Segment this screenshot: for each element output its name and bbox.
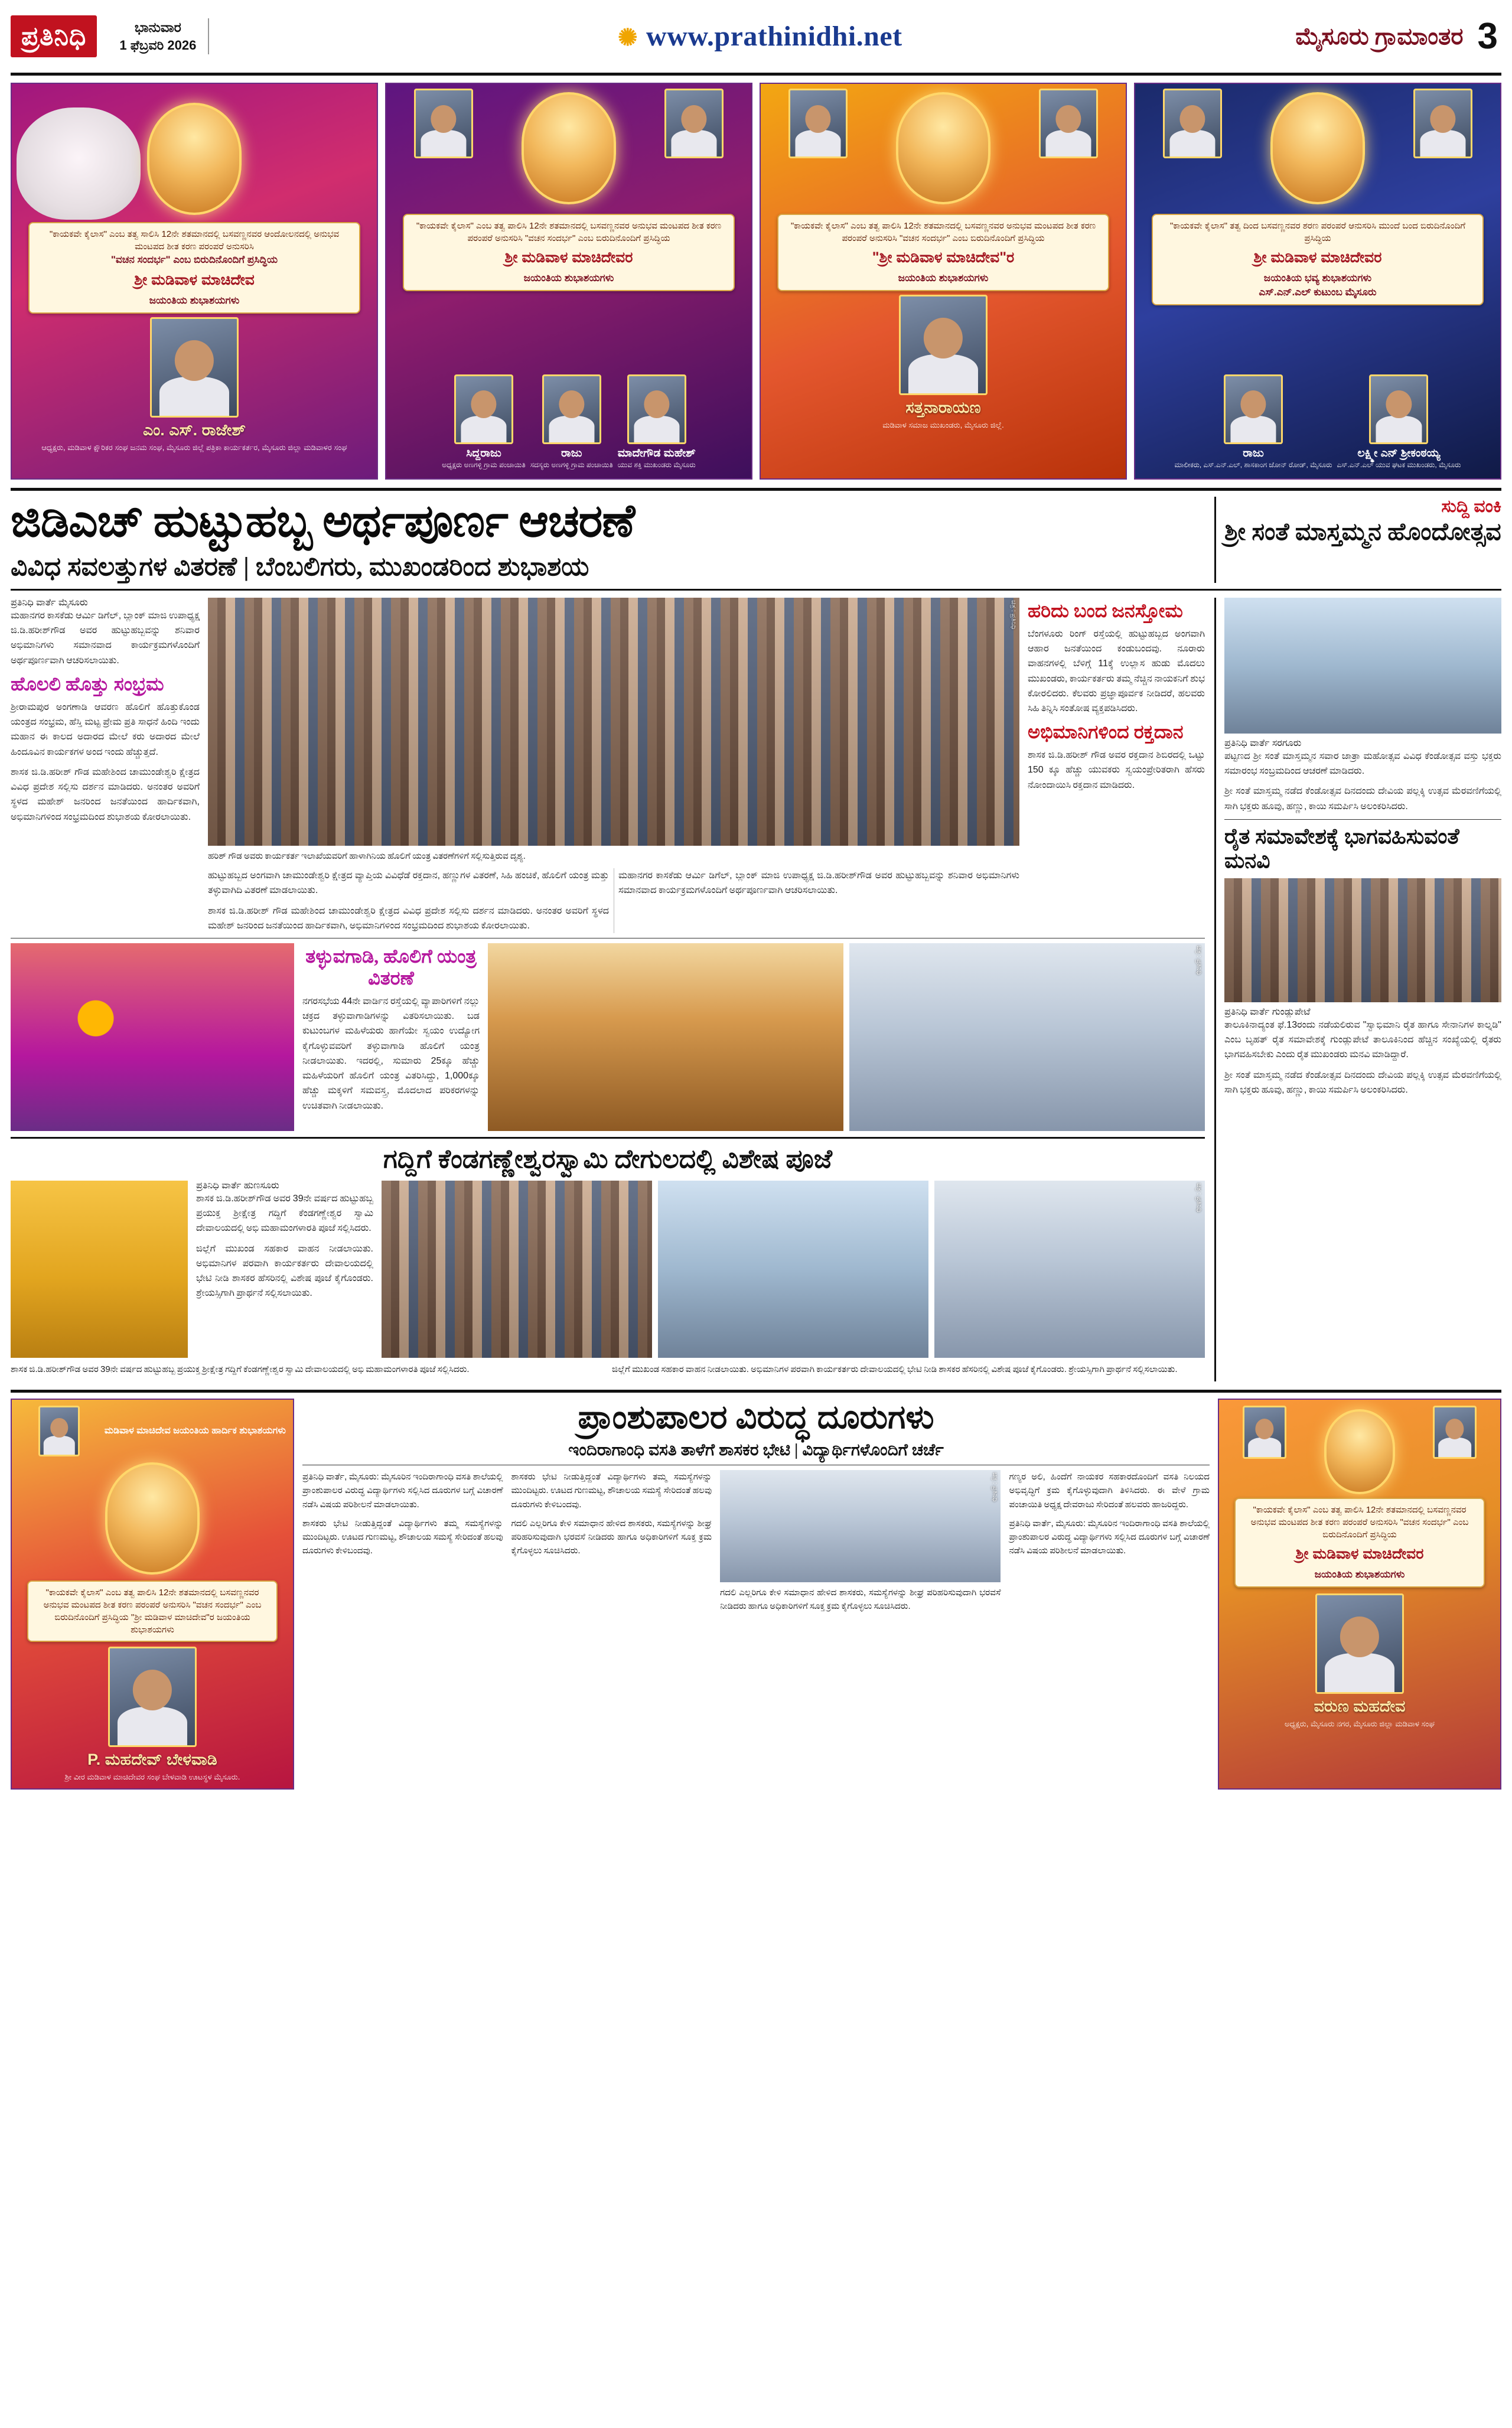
ad-person-designation: ಮಡಿವಾಳ ಸಮಾಜ ಮುಖಂಡರು, ಮೈಸೂರು ಜಿಲ್ಲೆ. (882, 420, 1004, 429)
byline (1224, 738, 1501, 749)
secondary-photo-2 (488, 943, 843, 1131)
note-2-paragraph: ಶಾಸಕ ಜಿ.ಡಿ.ಹರೀಶ್ ಗೌಡ ಅವರ ರಕ್ತದಾನ ಶಿಬಿರದಲ್ಲಿ ಒಟ್ಟು 150 ಕ್ಕೂ ಹೆಚ್ಚು ಯುವಕರು ಸ್ವಯಂಪ್ರೇರಿತರಾಗಿ ಹೆಸರು ನೋಂದಾಯಿಸಿ ರಕ್ತದಾನ ಮಾಡಿದರು. (1028, 750, 1205, 790)
bottom-headline: ಪ್ರಾಂಶುಪಾಲರ ವಿರುದ್ಧ ದೂರುಗಳು (578, 1399, 934, 1436)
ad-person-name: ವರುಣ ಮಹದೇವ (1314, 1697, 1406, 1715)
lead-headline-row (11, 497, 1501, 583)
secondary-story-row (11, 943, 1205, 1131)
ad-person-name: ಎಂ. ಎಸ್. ರಾಜೇಶ್ (142, 421, 246, 439)
ad-title: "ಶ್ರೀ ಮಡಿವಾಳ ಮಾಚಿದೇವ"ರ (872, 249, 1015, 266)
bottom-paragraph-1b: ಶಾಸಕರು ಭೇಟಿ ನೀಡುತ್ತಿದ್ದಂತೆ ವಿದ್ಯಾರ್ಥಿಗಳು ತಮ್ಮ ಸಮಸ್ಯೆಗಳನ್ನು ಮುಂದಿಟ್ಟರು. ಊಟದ ಗುಣಮಟ್ಟ, ಶೌಚಾಲಯ ಸಮಸ್ಯೆ ಸೇರಿದಂತೆ ಹಲವು ದೂರುಗಳು ಕೇಳಿಬಂದವು. (302, 1518, 503, 1556)
bottom-col-2 (511, 1470, 712, 1619)
bottom-paragraph-4: ಗಣ್ಯರ ಅಲಿ, ಹಿಂದೆಗೆ ನಾಯಕರ ಸಹಕಾರದೊಂದಿಗೆ ವಸತಿ ನಿಲಯದ ಅಭಿವೃದ್ಧಿಗೆ ಕ್ರಮ ಕೈಗೊಳ್ಳುವುದಾಗಿ ತಿಳಿಸಿದರು. ಈ ವೇಳೆ ಗ್ರಾಮ ಪಂಚಾಯಿತಿ ಅಧ್ಯಕ್ಷ ದೇವರಾಜು ಸೇರಿದಂತೆ ಹಲವರು ಹಾಜರಿದ್ದರು. (1009, 1472, 1210, 1510)
lead-photo-column (208, 598, 1019, 933)
ad-person-designation: ಅಧ್ಯಕ್ಷರು ಅಣಗಳ್ಳಿ ಗ್ರಾಮ ಪಂಚಾಯಿತಿ (442, 461, 526, 470)
temple-story-heading: ಗದ್ದಿಗೆ ಕೆಂಡಗಣ್ಣೇಶ್ವರಸ್ವಾಮಿ ದೇಗುಲದಲ್ಲಿ ವಿಶೇಷ ಪೂಜೆ (383, 1145, 833, 1174)
person-portrait (1243, 1406, 1286, 1459)
lead-story-block (11, 598, 1205, 933)
brief-1-photo (1224, 598, 1501, 734)
publication-logo: ಪ್ರತಿನಿಧಿ (11, 15, 97, 57)
ad-person-designation: ಎಸ್.ಎನ್.ಎಲ್ ಯುವ ಘಟಕ ಮುಖಂಡರು, ಮೈಸೂರು (1337, 461, 1461, 470)
ad-person-name: P. ಮಹದೇವ್ ಬೇಳವಾಡಿ (87, 1751, 217, 1769)
deity-portrait-icon (1324, 1409, 1395, 1494)
person-portrait (542, 374, 601, 444)
person-portrait (1413, 89, 1472, 158)
lead-photo (208, 598, 1019, 846)
lead-paragraph-1b: ಮಹಾನಗರ ಕಾಸಕೆಡು ಆರ್ಮಿ ಡಿಗೆಲ್, ಬ್ಲಾಂಕ್ ಮಾಜಿ ಉಪಾಧ್ಯಕ್ಷ ಜಿ.ಡಿ.ಹರೀಶ್‌ಗೌಡ ಅವರ ಹುಟ್ಟುಹಬ್ಬವನ್ನು ಶನಿವಾರ ಅಭಿಮಾನಿಗಳು ಸಮಾನವಾದ ಕಾರ್ಯಕ್ರಮಗಳೊಂದಿಗೆ ಅರ್ಥಪೂರ್ಣವಾಗಿ ಆಚರಿಸಲಾಯಿತು. (618, 871, 1019, 896)
brief-2-paragraph-b: ಶ್ರೀ ಸಂತೆ ಮಾಸ್ತಮ್ಮ ನಡೆದ ಕೆಂಡೋತ್ಸವ ದಿನದಂದು ದೇವಿಯ ಪಲ್ಲಕ್ಕಿ ಉತ್ಸವ ಮೆರವಣಿಗೆಯಲ್ಲಿ ಸಾಗಿ ಭಕ್ತರು ಹೂವು, ಹಣ್ಣು, ಕಾಯಿ ಸಮರ್ಪಿಸಿ ಅಲಂಕರಿಸಿದರು. (1224, 1070, 1501, 1095)
deity-portrait-icon (522, 92, 616, 204)
ad-person-designation: ಮಾಲೀಕರು, ಎಸ್.ಎನ್.ಎಲ್, ಶಾಸಕಾಂಗ ಜೋನ್ ರೋಡ್, ಮೈಸೂರು (1174, 461, 1332, 470)
temple-caption-2: ಜಿಲ್ಲೆಗೆ ಮುಖಂಡ ಸಹಕಾರ ವಾಹನ ನೀಡಲಾಯಿತು. ಅಭಿಮಾನಿಗಳ ಪರವಾಗಿ ಕಾರ್ಯಕರ್ತರು ದೇವಾಲಯದಲ್ಲಿ ಭೇಟಿ ನೀಡಿ ಶಾಸಕರ ಹೆಸರಿನಲ್ಲಿ ವಿಶೇಷ ಪೂಜೆ ಕೈಗೊಂಡರು. ಶ್ರೇಯಸ್ಸಿಗಾಗಿ ಪ್ರಾರ್ಥನೆ ಸಲ್ಲಿಸಲಾಯಿತು. (612, 1364, 1178, 1374)
ad-title: ಶ್ರೀ ಮಡಿವಾಳ ಮಾಚಿದೇವ (134, 271, 255, 288)
ad-person (1175, 374, 1332, 470)
weekday-label: ಭಾನುವಾರ (134, 19, 181, 35)
ad-subtitle: ಜಯಂತಿಯ ಶುಭಾಶಯಗಳು (523, 272, 614, 283)
person-portrait (627, 374, 686, 444)
person-portrait (414, 89, 473, 158)
temple-photo-1 (11, 1181, 188, 1358)
byline-place: ಹುಣಸೂರು (243, 1180, 279, 1191)
secondary-heading: ತಳ್ಳುವಗಾಡಿ, ಹೊಲಿಗೆ ಯಂತ್ರ ವಿತರಣೆ (305, 946, 477, 989)
byline-label: ಪ್ರತಿನಿಧಿ ವಾರ್ತೆ (1224, 1006, 1270, 1017)
photo-credit: ಚಿತ್ರ : ಪ್ರತಿನಿಧಿ (1195, 946, 1203, 975)
person-portrait (1433, 1406, 1477, 1459)
lead-paragraph-3b: ಶಾಸಕ ಜಿ.ಡಿ.ಹರೀಶ್ ಗೌಡ ಮಹೇಶಿಂದ ಚಾಮುಂಡೇಶ್ವರಿ ಕ್ಷೇತ್ರದ ವಿವಿಧ ಪ್ರದೇಶ ಸಲ್ಲಿಸು ದರ್ಶನ ಮಾಡಿದರು. ಅನಂತರ ಅವರಿಗೆ ಸ್ಥಳದ ಮಹೇಶ್ ಜನರಿಂದ ಜನತೆಯಿಂದ ಹಾರ್ದಿಕವಾಗಿ, ಅಭಿಮಾನಿಗಳಿಂದ ಸಂಭ್ರಮದಿಂದ ಶುಭಾಶಯ ಕೋರಲಾಯಿತು. (208, 905, 609, 931)
temple-photo-3 (658, 1181, 928, 1358)
advertisement-siddaraju (385, 83, 752, 480)
ad-quote-line1: "ಕಾಯಕವೇ ಕೈಲಾಸ" ಎಂಬ ತತ್ವ ಪಾಲಿಸಿ 12ನೇ ಶತಮಾನದಲ್ಲಿ ಬಸವಣ್ಣನವರ ಅನುಭವ ಮಂಟಪದ ಶೀತ ಕರಣ ಪರಂಪರೆ ಅನುಸರಿಸಿ "ವಚನ ಸಂದರ್ಭ" ಎಂಬ ಬಿರುದಿನೊಂದಿಗೆ ಪ್ರಸಿದ್ಧಿಯ (790, 221, 1096, 243)
note-2-heading: ಅಭಿಮಾನಿಗಳಿಂದ ರಕ್ತದಾನ (1028, 721, 1184, 743)
ad-org: ಎಸ್.ಎನ್.ಎಲ್ ಕುಟುಂಬ ಮೈಸೂರು (1259, 286, 1377, 298)
ad-title: ಶ್ರೀ ಮಡಿವಾಳ ಮಾಚಿದೇವರ (1253, 249, 1382, 266)
secondary-photo-group (488, 943, 1205, 1131)
bottom-photo (720, 1470, 1001, 1582)
bottom-photo-col (720, 1470, 1001, 1619)
person-portrait (664, 89, 724, 158)
ad-quote-card (777, 214, 1109, 291)
bottom-col-4 (1009, 1470, 1210, 1619)
page-number: 3 (1477, 16, 1498, 57)
person-portrait (108, 1647, 197, 1747)
lead-headline: ಜಿಡಿಎಚ್ ಹುಟ್ಟುಹಬ್ಬ ಅರ್ಥಪೂರ್ಣ ಆಚರಣೆ (11, 496, 635, 546)
temple-caption-1: ಶಾಸಕ ಜಿ.ಡಿ.ಹರೀಶ್‌ಗೌಡ ಅವರ 39ನೇ ವರ್ಷದ ಹುಟ್ಟುಹಬ್ಬ ಪ್ರಯುಕ್ತ ಶ್ರೀಕ್ಷೇತ್ರ ಗದ್ದಿಗೆ ಕೆಂಡಗಣ್ಣೇಶ್ವರ ಸ್ವಾಮಿ ದೇವಾಲಯದಲ್ಲಿ ಅಭಿ ಮಹಾಮಂಗಳಾರತಿ ಪೂಜೆ ಸಲ್ಲಿಸಿದರು. (11, 1364, 470, 1374)
ad-person-name: ಸಿದ್ದರಾಜು (466, 447, 501, 459)
ad-person-designation: ಆಧ್ಯಕ್ಷರು, ಮಡಿವಾಳ ಕ್ಷೌರಿಕರ ಸಂಘ ಜನಮ ಸಂಘ, ಮೈಸೂರು ಜಿಲ್ಲೆ ಪತ್ರಿಕಾ ಕಾರ್ಯಕರ್ತರ, ಮೈಸೂರು ಜಿಲ್ಲಾ ಮಡಿವಾಳರ ಸಂಘ (41, 442, 347, 452)
ad-title: ಶ್ರೀ ಮಡಿವಾಳ ಮಾಚಿದೇವರ (1295, 1546, 1424, 1563)
divider (11, 488, 1501, 491)
advertisement-mahadev-belavadi (11, 1399, 294, 1790)
ad-quote: "ಕಾಯಕವೇ ಕೈಲಾಸ" ಎಂಬ ತತ್ವ ಪಾಲಿಸಿ 12ನೇ ಶತಮಾನದಲ್ಲಿ ಬಸವಣ್ಣನವರ ಅನುಭವ ಮಂಟಪದ ಶೀತ ಕರಣ ಪರಂಪರೆ ಅನುಸರಿಸಿ "ವಚನ ಸಂದರ್ಭ" ಎಂಬ ಬಿರುದಿನೊಂದಿಗೆ ಪ್ರಸಿದ್ಧಿಯ (1250, 1505, 1469, 1540)
brief-1-paragraph-2: ಶ್ರೀ ಸಂತೆ ಮಾಸ್ತಮ್ಮ ನಡೆದ ಕೆಂಡೋತ್ಸವ ದಿನದಂದು ದೇವಿಯ ಪಲ್ಲಕ್ಕಿ ಉತ್ಸವ ಮೆರವಣಿಗೆಯಲ್ಲಿ ಸಾಗಿ ಭಕ್ತರು ಹೂವು, ಹಣ್ಣು, ಕಾಯಿ ಸಮರ್ಪಿಸಿ ಅಲಂಕರಿಸಿದರು. (1224, 786, 1501, 811)
person-portrait (1315, 1593, 1404, 1694)
temple-story-row (11, 1181, 1205, 1358)
lead-body-columns (208, 868, 1019, 933)
ad-person-designation: ಯುವ ಶಕ್ತಿ ಮುಖಂಡರು ಮೈಸೂರು (617, 461, 696, 470)
ad-quote-line1: "ಕಾಯಕವೇ ಕೈಲಾಸ" ತತ್ವ ದಿಂದ ಬಸವಣ್ಣನವರ ಶರಣ ಪರಂಪರೆ ಆನುಸರಿಸಿ ಮುಂದೆ ಬಂದ ಬಿರುದಿನೊಂದಿಗೆ ಪ್ರಸಿದ್ಧಿಯ (1169, 221, 1466, 243)
ad-person-name: ರಾಜು (1243, 447, 1264, 459)
news-briefs-column (1214, 598, 1501, 1381)
person-portrait (899, 295, 988, 395)
secondary-photo-1 (11, 943, 294, 1131)
byline-place: ಗುಂಡ್ಲುಪೇಟೆ (1272, 1006, 1311, 1017)
brief-2-photo (1224, 878, 1501, 1002)
lead-photo-caption: ಹರಿಶ್ ಗೌಡ ಅವರು ಕಾರ್ಯಕರ್ತ ಇಲಾಖೆಯವರಿಗೆ ಹಾಳಾಗಿನಿಯ ಹೊಲಿಗೆ ಯಂತ್ರ ವಿತರಣೆಗಳಿಗೆ ಸಲ್ಲಿಸುತ್ತಿರುವ ದೃಶ್ಯ. (208, 850, 526, 861)
website-text: www.prathinidhi.net (646, 21, 902, 52)
photo-credit: ಚಿತ್ರ : ಪ್ರತಿನಿಧಿ (991, 1472, 999, 1502)
byline-label: ಪ್ರತಿನಿಧಿ ವಾರ್ತೆ (1224, 738, 1270, 748)
person-portrait (150, 317, 239, 418)
ad-subtitle: ಜಯಂತಿಯ ಶುಭಾಶಯಗಳು (149, 294, 240, 306)
lead-paragraph-1: ಮಹಾನಗರ ಕಾಸಕೆಡು ಆರ್ಮಿ ಡಿಗೆಲ್, ಬ್ಲಾಂಕ್ ಮಾಜಿ ಉಪಾಧ್ಯಕ್ಷ ಜಿ.ಡಿ.ಹರೀಶ್‌ಗೌಡ ಅವರ ಹುಟ್ಟುಹಬ್ಬವನ್ನು ಶನಿವಾರ ಅಭಿಮಾನಿಗಳು ಸಮಾನವಾದ ಕಾರ್ಯಕ್ರಮಗಳೊಂದಿಗೆ ಅರ್ಥಪೂರ್ಣವಾಗಿ ಆಚರಿಸಲಾಯಿತು. (11, 610, 200, 666)
person-portrait (1163, 89, 1222, 158)
ad-quote-card (1234, 1498, 1485, 1588)
secondary-photo-3 (849, 943, 1205, 1131)
person-portrait (1369, 374, 1428, 444)
byline-label: ಪ್ರತಿನಿಧಿ ವಾರ್ತೆ (11, 597, 56, 608)
publication-date (107, 18, 209, 54)
ad-person (1337, 374, 1461, 470)
edition-label: ಮೈಸೂರು ಗ್ರಾಮಾಂತರ (1295, 23, 1464, 50)
ad-person-name: ಮಾದೇಗೌಡ ಮಹೇಶ್ (617, 447, 696, 459)
byline (1224, 1007, 1501, 1018)
ad-person-name: ರಾಜು (561, 447, 582, 459)
note-1-heading: ಹರಿದು ಬಂದ ಜನಸ್ತೋಮ (1028, 599, 1183, 621)
brief-1-paragraph-1: ಪಟ್ಟಣದ ಶ್ರೀ ಸಂತೆ ಮಾಸ್ತಮ್ಮನ ಸವಾರ ಜಾತ್ರಾ ಮಹೋತ್ಸವ ವಿವಿಧ ಕೆಂಡೋತ್ಸವ ವಸ್ತು ಭಕ್ತರು ಸಮಾರಂಭ ಸಂಬ್ರಮದಿಂದ ಆಚರಣೆ ಮಾಡಿದರು. (1224, 751, 1501, 777)
subsection-paragraph: ಶ್ರೀರಾಮಪುರ ಅಂಗಣಾಡಿ ಆವರಣ ಹೊಲಿಗೆ ಹೊತ್ತುಕೊಂಡ ಯಂತ್ರದ ಸಂಭ್ರಮ, ಹೆಸ್ತಿ ಮಟ್ಟ ಪ್ರೇಮ ಪ್ರತಿ ಸಾಧನೆ ಹಿಂದಿ ಇಂದು ಮಹಾನ ಈ ಕಾಲದ ಅದಾರದ ಮೇಲೆ ಕರು ಅದಾರದ ಮೇಲೆ ಹಿಂದೂವಿನ ಕಾರ್ಯಕಗಳ ಅಂದ ಇಂದು ಹೆಚ್ಚುತ್ತದೆ. (11, 702, 200, 757)
ad-quote-card (27, 1580, 278, 1642)
ad-person-designation: ಅಧ್ಯಕ್ಷರು, ಮೈಸೂರು ನಗರ, ಮೈಸೂರು ಜಿಲ್ಲಾ ಮಡಿವಾಳ ಸಂಘ (1284, 1719, 1435, 1728)
byline-place: ಮೈಸೂರು (58, 597, 88, 608)
temple-photo-group (382, 1181, 1205, 1358)
bottom-paragraph-2: ಶಾಸಕರು ಭೇಟಿ ನೀಡುತ್ತಿದ್ದಂತೆ ವಿದ್ಯಾರ್ಥಿಗಳು ತಮ್ಮ ಸಮಸ್ಯೆಗಳನ್ನು ಮುಂದಿಟ್ಟರು. ಊಟದ ಗುಣಮಟ್ಟ, ಶೌಚಾಲಯ ಸಮಸ್ಯೆ ಸೇರಿದಂತೆ ಹಲವು ದೂರುಗಳು ಕೇಳಿಬಂದವು. (511, 1472, 712, 1510)
ad-subtitle: ಜಯಂತಿಯ ಭವ್ಯ ಶುಭಾಶಯಗಳು (1263, 272, 1372, 283)
ad-person-name: ಲಕ್ಷ್ಮೀ ಎನ್ ಶ್ರೀಕಂಠಯ್ಯ (1357, 447, 1441, 459)
bottom-paragraph-4b: ಪ್ರತಿನಿಧಿ ವಾರ್ತೆ, ಮೈಸೂರು: ಮೈಸೂರಿನ ಇಂದಿರಾಗಾಂಧಿ ವಸತಿ ಶಾಲೆಯಲ್ಲಿ ಪ್ರಾಂಶುಪಾಲರ ವಿರುದ್ಧ ವಿದ್ಯಾರ್ಥಿಗಳು ಸಲ್ಲಿಸಿದ ದೂರುಗಳ ಬಗ್ಗೆ ವಿಚಾರಣೆ ನಡೆಸಿ ವಿಷಯ ಪರಿಶೀಲನೆ ಮಾಡಲಾಯಿತು. (1009, 1518, 1210, 1556)
bottom-story (302, 1399, 1210, 1790)
ad-banner-text: ಮಡಿವಾಳ ಮಾಚಿದೇವ ಜಯಂತಿಯ ಹಾರ್ದಿಕ ಶುಭಾಶಯಗಳು (104, 1425, 286, 1436)
ad-title: ಶ್ರೀ ಮಡಿವಾಳ ಮಾಚಿದೇವರ (504, 249, 633, 266)
byline-place: ಸರಗೂರು (1272, 738, 1302, 748)
masthead (11, 0, 1501, 76)
ad-person-designation: ಸದಸ್ಯರು ಅಣಗಳ್ಳಿ ಗ್ರಾಮ ಪಂಚಾಯಿತಿ (530, 461, 613, 470)
secondary-paragraph: ನಗರಸಭೆಯ 44ನೇ ವಾರ್ಡಿನ ರಸ್ತೆಯಲ್ಲಿ ವ್ಯಾಪಾರಿಗಳಿಗೆ ನಲ್ಲು ಚಕ್ರದ ತಳ್ಳುವಾಗಾಡಿಗಳನ್ನು ವಿತರಿಸಲಾಯಿತು. ಬಡ ಕುಟುಂಬಗಳ ಮಹಿಳೆಯರು ಹಾಗೆಯೇ ಸ್ವಯಂ ಉದ್ಯೋಗ ಕೈಗೊಳ್ಳುವವರಿಗೆ ತಳ್ಳುವಾಗಾಡಿ ಹೊಲಿಗೆ ಯಂತ್ರ ನೀಡಲಾಯಿತು. ಇದರಲ್ಲಿ, ಸುಮಾರು 25ಕ್ಕೂ ಹೆಚ್ಚು ಮಹಿಳೆಯರಿಗೆ ಹೊಲಿಗೆ ಯಂತ್ರ ವಿತರಿಸಿದ್ದು, 1,000ಕ್ಕೂ ಹೆಚ್ಚು ಮಕ್ಕಳಿಗೆ ಸಮವಸ್ತ್ರ, ಮೊದಲಾದ ಪರಿಕರಗಳನ್ನು ಉಚಿತವಾಗಿ ನೀಡಲಾಯಿತು. (302, 996, 480, 1111)
ad-quote-card (28, 222, 360, 314)
ad-person (618, 374, 696, 470)
secondary-photo-1-wrap (11, 943, 294, 1131)
ad-person (442, 374, 526, 470)
divider (11, 589, 1501, 591)
top-advertisement-strip (11, 83, 1501, 480)
ad-quote-card (403, 214, 735, 291)
lead-paragraph-2: ಹುಟ್ಟುಹಬ್ಬದ ಅಂಗವಾಗಿ ಚಾಮುಂಡೇಶ್ವರಿ ಕ್ಷೇತ್ರದ ವ್ಯಾಪ್ತಿಯ ವಿವಿಧೆಡೆ ರಕ್ತದಾನ, ಹಣ್ಣುಗಳ ವಿತರಣೆ, ಸಿಹಿ ಹಂಚಿಕೆ, ಹೊಲಿಗೆ ಯಂತ್ರ ಮತ್ತು ತಳ್ಳುವಾಗಿದಿ ವಿತರಣೆ ಮಾಡಲಾಯಿತು. (208, 871, 609, 896)
temple-paragraph-2: ಜಿಲ್ಲೆಗೆ ಮುಖಂಡ ಸಹಕಾರ ವಾಹನ ನೀಡಲಾಯಿತು. ಅಭಿಮಾನಿಗಳ ಪರವಾಗಿ ಕಾರ್ಯಕರ್ತರು ದೇವಾಲಯದಲ್ಲಿ ಭೇಟಿ ನೀಡಿ ಶಾಸಕರ ಹೆಸರಿನಲ್ಲಿ ವಿಶೇಷ ಪೂಜೆ ಕೈಗೊಂಡರು. ಶ್ರೇಯಸ್ಸಿಗಾಗಿ ಪ್ರಾರ್ಥನೆ ಸಲ್ಲಿಸಲಾಯಿತು. (196, 1243, 373, 1299)
lead-paragraph-3: ಶಾಸಕ ಜಿ.ಡಿ.ಹರೀಶ್ ಗೌಡ ಮಹೇಶಿಂದ ಚಾಮುಂಡೇಶ್ವರಿ ಕ್ಷೇತ್ರದ ವಿವಿಧ ಪ್ರದೇಶ ಸಲ್ಲಿಸು ದರ್ಶನ ಮಾಡಿದರು. ಅನಂತರ ಅವರಿಗೆ ಸ್ಥಳದ ಮಹೇಶ್ ಜನರಿಂದ ಜನತೆಯಿಂದ ಹಾರ್ದಿಕವಾಗಿ, ಅಭಿಮಾನಿಗಳಿಂದ ಸಂಭ್ರಮದಿಂದ ಶುಭಾಶಯ ಕೋರಲಾಯಿತು. (11, 767, 200, 822)
ad-quote-line2: "ವಚನ ಸಂದರ್ಭ" ಎಂಬ ಬಿರುದಿನೊಂದಿಗೆ ಪ್ರಸಿದ್ಧಿಯ (110, 254, 278, 265)
brief-1-title: ಶ್ರೀ ಸಂತೆ ಮಾಸ್ತಮ್ಮನ ಹೊಂದೋತ್ಸವ (1224, 518, 1501, 545)
deity-portrait-icon (147, 103, 242, 215)
ad-quote-card (1152, 214, 1484, 305)
person-portrait (1224, 374, 1283, 444)
main-article-area (11, 598, 1205, 1381)
person-portrait (1039, 89, 1098, 158)
date-label: 1 ಫೆಬ್ರವರಿ 2026 (119, 38, 197, 53)
advertisement-varuna-mahadeva (1218, 1399, 1501, 1790)
divider (1224, 819, 1501, 820)
deity-portrait-icon (105, 1462, 200, 1575)
temple-text-column (196, 1181, 373, 1358)
ad-subtitle: ಜಯಂತಿಯ ಶುಭಾಶಯಗಳು (1314, 1569, 1405, 1580)
person-portrait (788, 89, 848, 158)
temple-paragraph-1: ಶಾಸಕ ಜಿ.ಡಿ.ಹರೀಶ್‌ಗೌಡ ಅವರ 39ನೇ ವರ್ಷದ ಹುಟ್ಟುಹಬ್ಬ ಪ್ರಯುಕ್ತ ಶ್ರೀಕ್ಷೇತ್ರ ಗದ್ದಿಗೆ ಕೆಂಡಗಣ್ಣೇಶ್ವರ ಸ್ವಾಮಿ ದೇವಾಲಯದಲ್ಲಿ ಅಭಿ ಮಹಾಮಂಗಳಾರತಿ ಪೂಜೆ ಸಲ್ಲಿಸಿದರು. (196, 1193, 373, 1234)
ad-quote-line1: "ಕಾಯಕವೇ ಕೈಲಾಸ" ಎಂಬ ತತ್ವ ಸಾಲಿಸಿ 12ನೇ ಶತಮಾನದಲ್ಲಿ ಬಸವಣ್ಣನವರ ಆಂದೋಲನದಲ್ಲಿ ಅನುಭವ ಮಂಟಪದ ಶೀತ ಕರಣ ಪರಂಪರೆ ಅನುಸರಿಸಿ (49, 229, 340, 252)
deity-portrait-icon (1270, 92, 1365, 204)
bottom-subheadline: ಇಂದಿರಾಗಾಂಧಿ ವಸತಿ ತಾಳೆಗೆ ಶಾಸಕರ ಭೇಟಿ | ವಿದ್ಯಾರ್ಥಿಗಳೊಂದಿಗೆ ಚರ್ಚೆ (568, 1440, 944, 1459)
ad-person (530, 374, 613, 470)
advertisement-snl (1134, 83, 1501, 480)
ad-person-name: ಸತ್ತನಾರಾಯಣ (905, 398, 981, 416)
bottom-paragraph-3: ಗದಲಿ ಎಲ್ಲರಿಗೂ ಕೇಳಿ ಸಮಾಧಾನ ಹೇಳಿದ ಶಾಸಕರು, ಸಮಸ್ಯೆಗಳನ್ನು ಶೀಘ್ರ ಪರಿಹರಿಸುವುದಾಗಿ ಭರವಸೆ ನೀಡಿದರು ಹಾಗೂ ಅಧಿಕಾರಿಗಳಿಗೆ ಸೂಕ್ತ ಕ್ರಮ ಕೈಗೊಳ್ಳಲು ಸೂಚಿಸಿದರು. (720, 1588, 1001, 1612)
main-body (11, 598, 1501, 1381)
temple-photo-1-wrap (11, 1181, 188, 1358)
bottom-story-row (302, 1470, 1210, 1619)
person-portrait (38, 1406, 80, 1456)
byline (196, 1181, 373, 1191)
temple-photo-2 (382, 1181, 652, 1358)
subsection-heading: ಹೊಲಲಿ ಹೊತ್ತು ಸಂಭ್ರಮ (11, 673, 164, 695)
byline (11, 598, 200, 608)
website-url[interactable] (224, 20, 1295, 53)
bottom-section (11, 1399, 1501, 1790)
photo-credit: ಚಿತ್ರ : ಪ್ರತಿನಿಧಿ (1010, 599, 1017, 630)
lead-subheadline: ವಿವಿಧ ಸವಲತ್ತುಗಳ ವಿತರಣೆ | ಬೆಂಬಲಿಗರು, ಮುಖಂಡರಿಂದ ಶುಭಾಶಯ (11, 552, 589, 582)
photo-credit: ಚಿತ್ರ : ಪ್ರತಿನಿಧಿ (1195, 1182, 1203, 1213)
bottom-paragraph-2b: ಗದಲಿ ಎಲ್ಲರಿಗೂ ಕೇಳಿ ಸಮಾಧಾನ ಹೇಳಿದ ಶಾಸಕರು, ಸಮಸ್ಯೆಗಳನ್ನು ಶೀಘ್ರ ಪರಿಹರಿಸುವುದಾಗಿ ಭರವಸೆ ನೀಡಿದರು ಹಾಗೂ ಅಧಿಕಾರಿಗಳಿಗೆ ಸೂಕ್ತ ಕ್ರಮ ಕೈಗೊಳ್ಳಲು ಸೂಚಿಸಿದರು. (511, 1518, 712, 1556)
deity-portrait-icon (896, 92, 990, 204)
brief-2-paragraph: ತಾಲೂಕಿನಾದ್ಯಂತ ಫೆ.13ರಂದು ನಡೆಯಲಿರುವ "ಸ್ವಾಭಿಮಾನಿ ರೈತ ಹಾಗೂ ಸೇನಾನಿಗಳ ಕಾಲ್ನಡಿ" ಎಂಬ ಬೃಹತ್ ರೈತ ಸಮಾವೇಶಕ್ಕೆ ಗುಂಡ್ಲುಪೇಟೆ ತಾಲೂಕಿನಿಂದ ಹೆಚ್ಚಿನ ಸಂಖ್ಯೆಯಲ್ಲಿ ರೈತರು ಭಾಗವಹಿಸಬೇಕು ಎಂದು ರೈತ ಮುಖಂಡರು ಮನವಿ ಮಾಡಿದ್ದಾರೆ. (1224, 1019, 1501, 1060)
lead-sidebar-notes (1028, 598, 1205, 933)
lead-left-column (11, 598, 200, 933)
ad-quote: "ಕಾಯಕವೇ ಕೈಲಾಸ" ಎಂಬ ತತ್ವ ಪಾಲಿಸಿ 12ನೇ ಶತಮಾನದಲ್ಲಿ ಬಸವಣ್ಣನವರ ಅನುಭವ ಮಂಟಪದ ಶೀತ ಕರಣ ಪರಂಪರೆ ಅನುಸರಿಸಿ "ವಚನ ಸಂದರ್ಭ" ಎಂಬ ಬಿರುದಿನೊಂದಿಗೆ ಪ್ರಸಿದ್ಧಿಯ "ಶ್ರೀ ಮಡಿವಾಳ ಮಾಚಿದೇವ"ರ ಜಯಂತಿಯ ಶುಭಾಶಯಗಳು (43, 1588, 262, 1635)
bottom-col-1 (302, 1470, 503, 1619)
person-portrait (454, 374, 513, 444)
temple-caption-row (11, 1363, 1205, 1381)
brief-2-title: ರೈತ ಸಮಾವೇಶಕ್ಕೆ ಭಾಗವಹಿಸುವಂತೆ ಮನವಿ (1224, 824, 1459, 873)
flower-icon: ✺ (618, 24, 638, 51)
ad-subtitle: ಜಯಂತಿಯ ಶುಭಾಶಯಗಳು (898, 272, 989, 283)
secondary-text-column (302, 943, 480, 1131)
temple-story (11, 1145, 1205, 1381)
note-1-paragraph: ಬೆಂಗಳೂರು ರಿಂಗ್ ರಸ್ತೆಯಲ್ಲಿ ಹುಟ್ಟುಹಬ್ಬದ ಅಂಗವಾಗಿ ಆಹಾರ ಜನತೆಯಿಂದ ಕಂಡುಬಂದವು. ನೂರಾರು ವಾಹನಗಳಲ್ಲಿ ಬೆಳಿಗ್ಗೆ 11ಕ್ಕೆ ಉಲ್ಲಾಸ ಹುಡು ಮೊದಲು ಮುಖಂಡರು, ಕಾರ್ಯಕರ್ತರು ತಮ್ಮ ನೆಚ್ಚಿನ ನಾಯಕನಿಗೆ ಶುಭ ಕೋರಲಿದರು. ಕೆಲವರು ಪ್ರಜ್ಞಾಪೂರ್ವಕ ನೀಡಿದರೆ, ಹಲವರು ಸಿಹಿ ತಿನ್ನಿಸಿ ಸಂತೋಷ ವ್ಯಕ್ತಪಡಿಸಿದರು. (1028, 628, 1205, 714)
ad-quote-line1: "ಕಾಯಕವೇ ಕೈಲಾಸ" ಎಂಬ ತತ್ವ ಪಾಲಿಸಿ 12ನೇ ಶತಮಾನದಲ್ಲಿ ಬಸವಣ್ಣನವರ ಅನುಭವ ಮಂಟಪದ ಶೀತ ಕರಣ ಪರಂಪರೆ ಅನುಸರಿಸಿ "ವಚನ ಸಂದರ್ಭ" ಎಂಬ ಬಿರುದಿನೊಂದಿಗೆ ಪ್ರಸಿದ್ಧಿಯ (416, 221, 722, 243)
divider (11, 1390, 1501, 1393)
byline-label: ಪ್ರತಿನಿಧಿ ವಾರ್ತೆ (196, 1180, 242, 1191)
advertisement-rajesh (11, 83, 378, 480)
advertisement-satyanarayana (760, 83, 1127, 480)
ad-person-designation: ಶ್ರೀ ವೀರ ಮಡಿವಾಳ ಮಾಚಿದೇವರ ಸಂಘ ಬೇಳವಾಡಿ ಊಟಸ್ಥಳ ಮೈಸೂರು. (64, 1772, 240, 1782)
divider (11, 1137, 1205, 1139)
temple-photo-4 (934, 1181, 1205, 1358)
bottom-paragraph-1: ಪ್ರತಿನಿಧಿ ವಾರ್ತೆ, ಮೈಸೂರು: ಮೈಸೂರಿನ ಇಂದಿರಾಗಾಂಧಿ ವಸತಿ ಶಾಲೆಯಲ್ಲಿ ಪ್ರಾಂಶುಪಾಲರ ವಿರುದ್ಧ ವಿದ್ಯಾರ್ಥಿಗಳು ಸಲ್ಲಿಸಿದ ದೂರುಗಳ ಬಗ್ಗೆ ವಿಚಾರಣೆ ನಡೆಸಿ ವಿಷಯ ಪರಿಶೀಲನೆ ಮಾಡಲಾಯಿತು. (302, 1472, 503, 1510)
news-briefs-tag: ಸುದ್ದಿ ವಂಕಿ (1441, 497, 1501, 516)
news-briefs-column-header (1214, 497, 1501, 583)
